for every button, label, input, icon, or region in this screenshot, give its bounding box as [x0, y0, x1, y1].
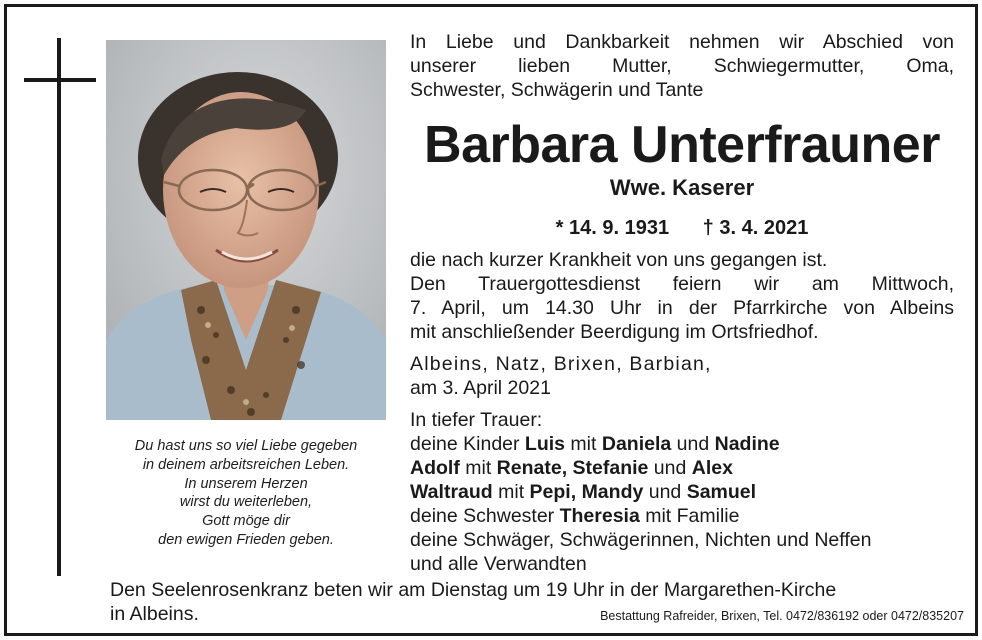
- name: Samuel: [686, 481, 757, 503]
- place-line: Albeins, Natz, Brixen, Barbian,: [410, 353, 712, 375]
- life-dates: [410, 215, 954, 241]
- intro-line: Schwester, Schwägerin und Tante: [410, 79, 704, 101]
- name: Alex: [691, 457, 733, 479]
- text: mit: [565, 433, 602, 455]
- funeral-home-credit: Bestattung Rafreider, Brixen, Tel. 0472/836192 oder 0472/835207: [600, 609, 964, 623]
- text: und: [671, 433, 715, 455]
- text: deine Kinder: [410, 433, 525, 455]
- rosary-line: Den Seelenrosenkranz beten wir am Dienstag um 19 Uhr in der Margarethen-Kirche: [110, 579, 837, 601]
- text: mit Familie: [639, 505, 740, 527]
- mourners-line: [410, 480, 954, 504]
- details-line: mit anschließender Beerdigung im Ortsfriedhof.: [410, 321, 819, 343]
- poem-line: Du hast uns so viel Liebe gegeben: [134, 438, 358, 454]
- intro-line: In Liebe und Dankbarkeit nehmen wir Abschied von: [410, 31, 954, 53]
- mourners-line: [410, 432, 954, 456]
- date-line: am 3. April 2021: [410, 377, 551, 399]
- intro-line: unserer lieben Mutter, Schwiegermutter, Oma,: [410, 55, 954, 77]
- mourners-line: [410, 456, 954, 480]
- details-line: die nach kurzer Krankheit von uns gegangen ist.: [410, 249, 828, 271]
- memorial-poem: [104, 437, 388, 550]
- cross-horizontal-bar: [24, 78, 96, 82]
- name: Adolf: [410, 457, 460, 479]
- name: Renate, Stefanie: [496, 457, 649, 479]
- poem-line: in deinem arbeitsreichen Leben.: [142, 456, 350, 473]
- name: Waltraud: [410, 481, 493, 503]
- name: Luis: [524, 433, 566, 455]
- rosary-line: in Albeins.: [110, 603, 199, 625]
- text: deine Schwester: [410, 505, 560, 527]
- widow-name: Wwe. Kaserer: [609, 175, 755, 200]
- name: Daniela: [601, 433, 672, 455]
- intro-text: [410, 30, 954, 102]
- text: und: [648, 457, 692, 479]
- portrait-photo: [106, 40, 386, 420]
- mourners-line: und alle Verwandten: [410, 553, 587, 575]
- deceased-name: Barbara Unterfrauner: [424, 116, 940, 174]
- mourners-line: [410, 504, 954, 528]
- birth-date: * 14. 9. 1931: [555, 217, 670, 239]
- text: mit: [492, 481, 530, 503]
- mourners-line: deine Schwäger, Schwägerinnen, Nichten und Neffen: [410, 529, 872, 551]
- text: mit: [459, 457, 497, 479]
- text: und: [643, 481, 687, 503]
- poem-line: wirst du weiterleben,: [179, 494, 313, 511]
- place-date: [410, 352, 954, 400]
- mourners-list: [410, 408, 954, 576]
- funeral-details: [410, 248, 954, 344]
- death-date: † 3. 4. 2021: [702, 217, 809, 239]
- poem-line: Gott möge dir: [202, 513, 290, 530]
- details-line: 7. April, um 14.30 Uhr in der Pfarrkirche von Albeins: [410, 297, 954, 319]
- mourners-heading: In tiefer Trauer:: [410, 409, 543, 431]
- name: Nadine: [714, 433, 780, 455]
- name: Theresia: [559, 505, 640, 527]
- poem-line: In unserem Herzen: [184, 475, 308, 492]
- poem-line: den ewigen Frieden geben.: [158, 531, 334, 548]
- details-line: Den Trauergottesdienst feiern wir am Mittwoch,: [410, 273, 954, 295]
- cross-vertical-bar: [57, 38, 61, 576]
- name: Pepi, Mandy: [529, 481, 644, 503]
